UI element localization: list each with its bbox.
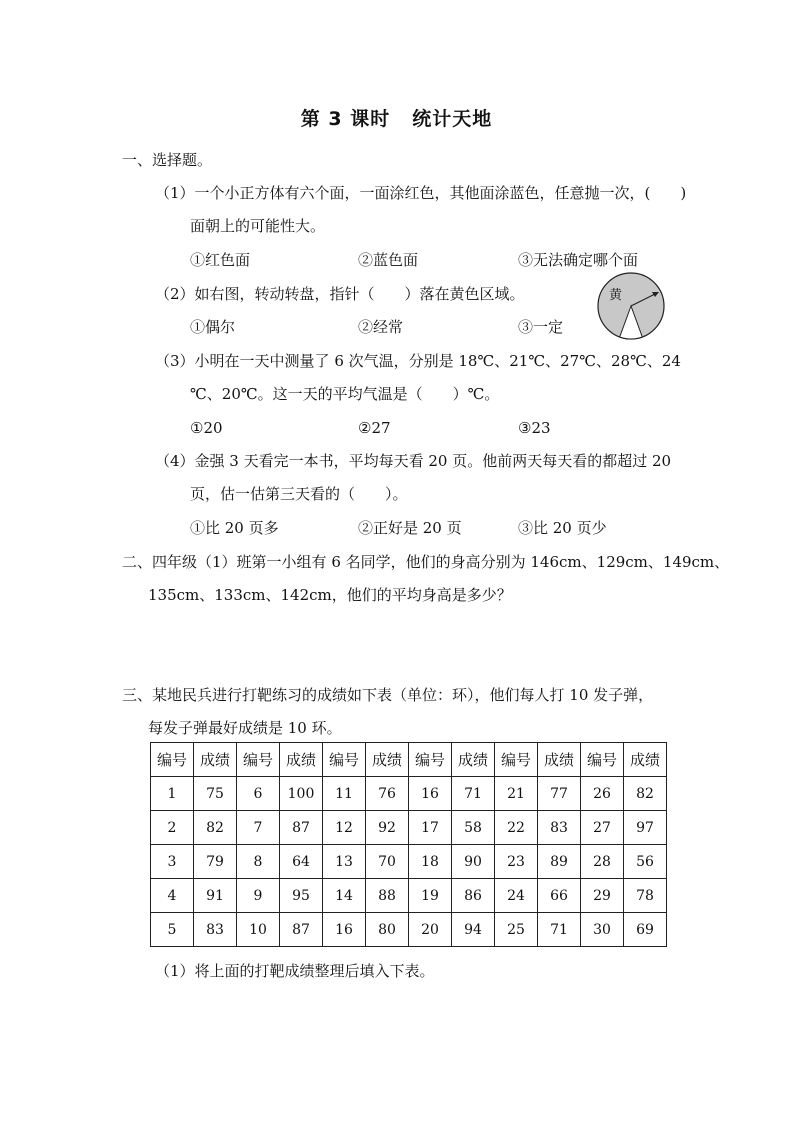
q4-option-3[interactable]: ③比 20 页少 — [518, 519, 607, 537]
header-cell-id: 编号 — [237, 743, 280, 777]
table-cell-id: 27 — [581, 811, 624, 845]
header-cell-score: 成绩 — [194, 743, 237, 777]
table-cell-id: 11 — [323, 777, 366, 811]
table-row — [151, 879, 667, 913]
q3-option-2[interactable]: ②27 — [358, 419, 391, 437]
table-cell-id: 22 — [495, 811, 538, 845]
table-cell-score: 56 — [624, 845, 667, 879]
q1-option-3[interactable]: ③无法确定哪个面 — [518, 251, 639, 269]
table-cell-id: 19 — [409, 879, 452, 913]
table-cell-id: 4 — [151, 879, 194, 913]
section2-text-line2: 135cm、133cm、142cm，他们的平均身高是多少？ — [148, 586, 512, 604]
table-cell-id: 25 — [495, 913, 538, 947]
table-cell-id: 2 — [151, 811, 194, 845]
spinner-diagram — [596, 271, 666, 341]
q1-option-2[interactable]: ②蓝色面 — [358, 251, 419, 269]
table-cell-id: 28 — [581, 845, 624, 879]
table-cell-id: 23 — [495, 845, 538, 879]
header-cell-id: 编号 — [581, 743, 624, 777]
table-cell-id: 16 — [409, 777, 452, 811]
header-cell-score: 成绩 — [280, 743, 323, 777]
table-cell-score: 71 — [452, 777, 495, 811]
section3-text-line2: 每发子弹最好成绩是 10 环。 — [148, 719, 342, 737]
table-cell-score: 70 — [366, 845, 409, 879]
table-cell-score: 95 — [280, 879, 323, 913]
table-cell-score: 78 — [624, 879, 667, 913]
table-cell-id: 3 — [151, 845, 194, 879]
table-cell-score: 76 — [366, 777, 409, 811]
table-cell-id: 12 — [323, 811, 366, 845]
table-cell-id: 20 — [409, 913, 452, 947]
table-cell-score: 87 — [280, 811, 323, 845]
q4-option-1[interactable]: ①比 20 页多 — [190, 519, 279, 537]
table-cell-id: 24 — [495, 879, 538, 913]
q4-option-2[interactable]: ②正好是 20 页 — [358, 519, 462, 537]
q2-options — [0, 317, 793, 337]
table-row — [151, 845, 667, 879]
lesson-topic: 统计天地 — [412, 108, 493, 130]
table-cell-id: 21 — [495, 777, 538, 811]
table-cell-score: 83 — [194, 913, 237, 947]
table-cell-score: 58 — [452, 811, 495, 845]
section3-sub1: （1）将上面的打靶成绩整理后填入下表。 — [155, 962, 435, 980]
table-cell-score: 86 — [452, 879, 495, 913]
header-cell-score: 成绩 — [366, 743, 409, 777]
table-cell-id: 13 — [323, 845, 366, 879]
section3-text-line1: 三、某地民兵进行打靶练习的成绩如下表（单位：环），他们每人打 10 发子弹， — [122, 686, 654, 704]
table-cell-id: 26 — [581, 777, 624, 811]
page-title — [0, 104, 793, 131]
table-row — [151, 811, 667, 845]
spinner-label: 黄 — [609, 288, 623, 303]
table-cell-score: 83 — [538, 811, 581, 845]
header-cell-id: 编号 — [323, 743, 366, 777]
q1-options — [0, 250, 793, 270]
table-cell-score: 91 — [194, 879, 237, 913]
q2-text-line1: （2）如右图，转动转盘，指针（ ）落在黄色区域。 — [155, 285, 525, 303]
table-cell-id: 18 — [409, 845, 452, 879]
table-cell-id: 8 — [237, 845, 280, 879]
q1-option-1[interactable]: ①红色面 — [190, 251, 251, 269]
table-cell-id: 5 — [151, 913, 194, 947]
table-cell-score: 100 — [280, 777, 323, 811]
table-cell-score: 92 — [366, 811, 409, 845]
table-row — [151, 913, 667, 947]
shooting-scores-table — [150, 742, 667, 947]
q3-text-line1: （3）小明在一天中测量了 6 次气温，分别是 18℃、21℃、27℃、28℃、24 — [155, 352, 681, 370]
table-cell-score: 64 — [280, 845, 323, 879]
q3-option-1[interactable]: ①20 — [190, 419, 223, 437]
q4-text-line2: 页，估一估第三天看的（ ）。 — [190, 485, 408, 503]
table-cell-id: 14 — [323, 879, 366, 913]
section2-text-line1: 二、四年级（1）班第一小组有 6 名同学，他们的身高分别为 146cm、129cm、149cm、 — [122, 553, 730, 571]
table-cell-score: 66 — [538, 879, 581, 913]
table-row — [151, 777, 667, 811]
table-cell-score: 82 — [624, 777, 667, 811]
header-cell-id: 编号 — [409, 743, 452, 777]
q3-text-line2: ℃、20℃。这一天的平均气温是（ ）℃。 — [190, 385, 500, 403]
q4-options — [0, 518, 793, 538]
table-cell-score: 94 — [452, 913, 495, 947]
q2-option-2[interactable]: ②经常 — [358, 318, 404, 336]
table-cell-id: 30 — [581, 913, 624, 947]
q2-option-3[interactable]: ③一定 — [518, 318, 564, 336]
table-cell-id: 6 — [237, 777, 280, 811]
header-cell-id: 编号 — [151, 743, 194, 777]
table-cell-score: 75 — [194, 777, 237, 811]
header-cell-score: 成绩 — [452, 743, 495, 777]
table-cell-id: 7 — [237, 811, 280, 845]
table-cell-id: 10 — [237, 913, 280, 947]
lesson-number: 第 3 课时 — [300, 108, 391, 130]
q1-text-line1: （1）一个小正方体有六个面，一面涂红色，其他面涂蓝色，任意抛一次，( ) — [155, 184, 687, 202]
header-cell-score: 成绩 — [538, 743, 581, 777]
table-cell-id: 1 — [151, 777, 194, 811]
section1-heading: 一、选择题。 — [122, 151, 213, 169]
table-cell-score: 79 — [194, 845, 237, 879]
table-cell-id: 29 — [581, 879, 624, 913]
header-cell-id: 编号 — [495, 743, 538, 777]
table-cell-score: 71 — [538, 913, 581, 947]
table-cell-score: 80 — [366, 913, 409, 947]
q4-text-line1: （4）金强 3 天看完一本书，平均每天看 20 页。他前两天每天看的都超过 20 — [155, 452, 672, 470]
table-header-row — [151, 743, 667, 777]
q3-options — [0, 418, 793, 438]
q2-option-1[interactable]: ①偶尔 — [190, 318, 236, 336]
table-cell-score: 77 — [538, 777, 581, 811]
table-cell-score: 82 — [194, 811, 237, 845]
table-cell-score: 97 — [624, 811, 667, 845]
table-cell-id: 16 — [323, 913, 366, 947]
table-cell-score: 69 — [624, 913, 667, 947]
table-cell-id: 17 — [409, 811, 452, 845]
q1-text-line2: 面朝上的可能性大。 — [190, 217, 326, 235]
table-cell-score: 87 — [280, 913, 323, 947]
q3-option-3[interactable]: ③23 — [518, 419, 551, 437]
table-cell-score: 88 — [366, 879, 409, 913]
table-cell-id: 9 — [237, 879, 280, 913]
table-cell-score: 89 — [538, 845, 581, 879]
header-cell-score: 成绩 — [624, 743, 667, 777]
table-cell-score: 90 — [452, 845, 495, 879]
